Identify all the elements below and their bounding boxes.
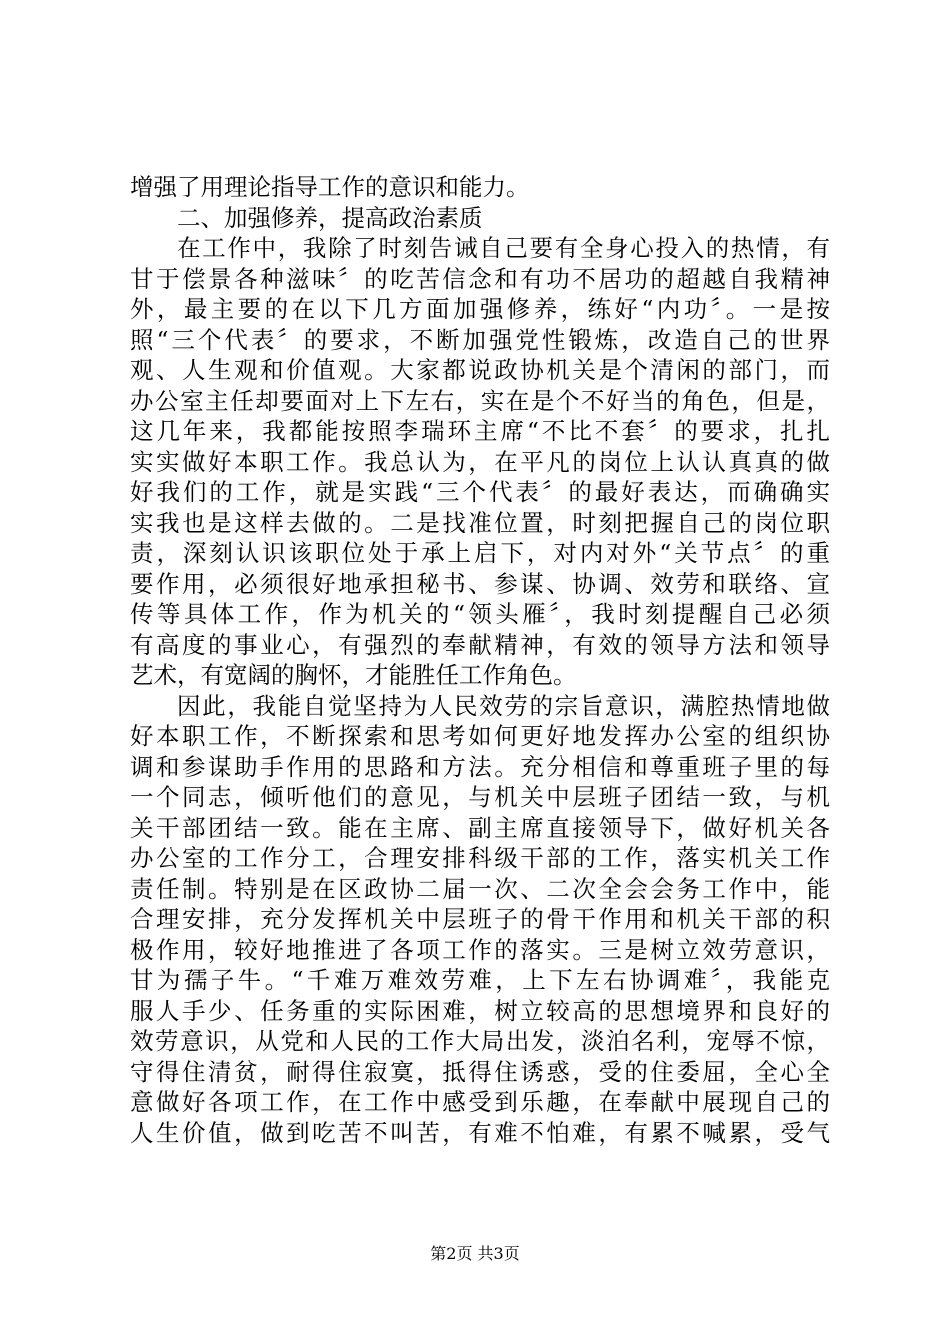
document-body [130, 172, 830, 1148]
text-line-3: 在工作中，我除了时刻告诫自己要有全身心投入的热情，有 [177, 234, 830, 262]
text-line-27: 甘为孺子牛。“千难万难效劳难，上下左右协调难〞，我能克 [130, 966, 830, 994]
text-line-28: 服人手少、任务重的实际困难，树立较高的思想境界和良好的 [130, 996, 830, 1025]
text-line-26: 极作用，较好地推进了各项工作的落实。三是树立效劳意识， [130, 935, 830, 964]
text-line-21: 一个同志，倾听他们的意见，与机关中层班子团结一致，与机 [130, 783, 830, 811]
text-line-30: 守得住清贫，耐得住寂寞，抵得住诱惑，受的住委屈，全心全 [130, 1057, 830, 1086]
section-heading: 二、加强修养，提高政治素质 [177, 203, 483, 232]
text-line-13: 责，深刻认识该职位处于承上启下，对内对外“关节点〞的重 [130, 539, 830, 567]
text-line-18: 因此，我能自觉坚持为人民效劳的宗旨意识，满腔热情地做 [177, 691, 830, 720]
page-number-footer: 第2页 共3页 [430, 1244, 520, 1263]
text-line-24: 责任制。特别是在区政协二届一次、二次全会会务工作中，能 [130, 874, 830, 903]
text-line-31: 意做好各项工作，在工作中感受到乐趣，在奉献中展现自己的 [130, 1088, 830, 1116]
text-line-29: 效劳意识，从党和人民的工作大局出发，淡泊名利，宠辱不惊， [130, 1027, 830, 1055]
text-line-16: 有高度的事业心，有强烈的奉献精神，有效的领导方法和领导 [130, 630, 830, 659]
text-line-20: 调和参谋助手作用的思路和方法。充分相信和尊重班子里的每 [130, 752, 830, 781]
text-line-6: 照“三个代表〞的要求，不断加强党性锻炼，改造自己的世界 [130, 325, 830, 354]
text-line-32: 人生价值，做到吃苦不叫苦，有难不怕难，有累不喊累，受气 [130, 1118, 830, 1147]
text-line-5: 外，最主要的在以下几方面加强修养，练好“内功〞。一是按 [130, 295, 830, 323]
text-line-22: 关干部团结一致。能在主席、副主席直接领导下，做好机关各 [130, 813, 830, 842]
text-line-10: 实实做好本职工作。我总认为，在平凡的岗位上认认真真的做 [130, 447, 830, 476]
text-line-7: 观、人生观和价值观。大家都说政协机关是个清闲的部门，而 [130, 356, 830, 384]
text-line-8: 办公室主任却要面对上下左右，实在是个不好当的角色，但是， [130, 386, 830, 415]
text-line-15: 传等具体工作，作为机关的“领头雁〞，我时刻提醒自己必须 [130, 600, 830, 628]
text-line-9: 这几年来，我都能按照李瑞环主席“不比不套〞的要求，扎扎 [130, 417, 830, 445]
text-line-12: 实我也是这样去做的。二是找准位置，时刻把握自己的岗位职 [130, 508, 830, 537]
text-line-23: 办公室的工作分工，合理安排科级干部的工作，落实机关工作 [130, 844, 830, 872]
text-line-14: 要作用，必须很好地承担秘书、参谋、协调、效劳和联络、宣 [130, 569, 830, 598]
text-line-1: 增强了用理论指导工作的意识和能力。 [130, 173, 530, 201]
text-line-4: 甘于偿景各种滋味〞的吃苦信念和有功不居功的超越自我精神 [130, 264, 830, 293]
text-line-11: 好我们的工作，就是实践“三个代表〞的最好表达，而确确实 [130, 478, 830, 506]
text-line-25: 合理安排，充分发挥机关中层班子的骨干作用和机关干部的积 [130, 905, 830, 933]
text-line-19: 好本职工作，不断探索和思考如何更好地发挥办公室的组织协 [130, 722, 830, 750]
text-line-17: 艺术，有宽阔的胸怀，才能胜任工作角色。 [130, 661, 577, 689]
